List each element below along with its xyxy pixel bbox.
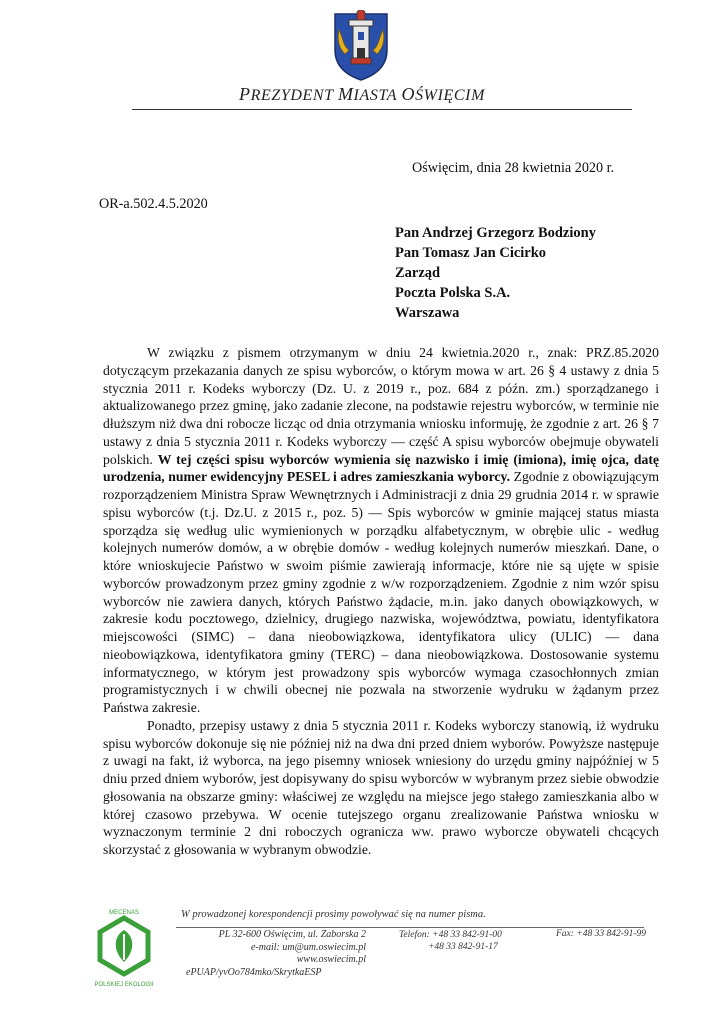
footer-phones <box>399 929 502 953</box>
addressee-block <box>395 223 596 323</box>
svg-text:MECENAS: MECENAS <box>109 910 139 916</box>
reference-number: OR-a.502.4.5.2020 <box>99 196 208 212</box>
footer-address-block <box>186 929 366 979</box>
letterhead-title: PREZYDENT MIASTA OŚWIĘCIM <box>238 84 486 104</box>
addressee-line: Zarząd <box>395 265 441 281</box>
date-line: Oświęcim, dnia 28 kwietnia 2020 r. <box>412 160 615 176</box>
body-paragraph-1: W związku z pismem otrzymanym w dniu 24 kwietnia.2020 r., znak: PRZ.85.2020 dotyczącym przekazania danych ze spisu wyborców, o którym mowa w art. 26 § 4 ustawy z dnia 5 stycznia 2011 r. Kodeks wyborczy (Dz. U. z 2019 r., poz. 684 z późn. zm.) sporządzanego i aktualizowanego przez gminę, jako zadanie zlecone, na podstawie rejestru wyborców, w terminie nie dłuższym niż dwa dni robocze licząc od dnia otrzymania wniosku informuję, że zgodnie z art. 26 § 7 ustawy z dnia 5 stycznia 2011 r. Kodeks wyborczy — część A spisu wyborców obejmuje obywateli polskich. W tej części spisu wyborców wymienia się nazwisko i imię (imiona), imię ojca, datę urodzenia, numer ewidencyjny PESEL i adres zamieszkania wyborcy. Zgodnie z obowiązującym rozporządzeniem Ministra Spraw Wewnętrznych i Administracji z dnia 29 grudnia 2014 r. w sprawie spisu wyborców (t.j. Dz.U. z 2015 r., poz. 5) — Spis wyborców w gminie mającej status miasta sporządza się według ulic wymienionych w porządku alfabetycznym, w obrębie ulic - według kolejnych numerów domów, a w obrębie domów - według kolejnych numerów mieszkań. Dane, o które wnioskujecie Państwo w swoim piśmie zawierają informacje, które nie są ujęte w spisie wyborców prowadzonym przez gminy zgodnie z w/w rozporządzeniem. Zgodnie z nim wzór spisu wyborców nie zawiera danych, których Państwo żądacie, m.in. jako danych obowiązkowych, w zakresie kodu pocztowego, dzielnicy, drugiego nazwiska, województwa, powiatu, identyfikatora miejscowości (SIMC) – dana nieobowiązkowa, identyfikatora ulicy (ULIC) — dana nieobowiązkowa, identyfikatora gminy (TERC) – dana nieobowiązkowa. Dostosowanie systemu informatycznego, w którym jest prowadzony spis wyborców wymaga czasochłonnych zmian programistycznych i w chwili obecnej nie pozwala na stworzenie wydruku w żądanym przez Państwa zakresie. <box>103 345 659 715</box>
postal-address: PL 32-600 Oświęcim, ul. Zaborska 2 <box>218 929 366 940</box>
addressee-line: Poczta Polska S.A. <box>395 285 511 301</box>
phone-2: +48 33 842-91-17 <box>428 942 498 952</box>
email-address: e-mail: um@um.oswiecim.pl <box>250 941 366 953</box>
eco-patron-logo <box>86 906 162 990</box>
footer-fax: Fax: +48 33 842-91-99 <box>556 929 647 939</box>
bold-emphasis: W tej części spisu wyborców wymienia się nazwisko i imię (imiona), imię ojca, datę urodzenia, numer ewidencyjny PESEL i adres zamieszkania wyborcy. <box>103 451 659 485</box>
addressee-line: Pan Andrzej Grzegorz Bodziony <box>395 225 596 241</box>
svg-text:POLSKIEJ EKOLOGII: POLSKIEJ EKOLOGII <box>94 982 154 988</box>
addressee-line: Warszawa <box>395 305 460 321</box>
website: www.oswiecim.pl <box>296 954 366 965</box>
footer-reference-note: W prowadzonej korespondencji prosimy powoływać się na numer pisma. <box>181 909 486 920</box>
body-paragraph-2: Ponadto, przepisy ustawy z dnia 5 stycznia 2011 r. Kodeks wyborczy stanowią, iż wydruku spisu wyborców dokonuje się nie później niż na dwa dni przed dniem wyborów. Powyższe następuje z uwagi na fakt, iż wyborca, na jego pisemny wniosek wniesiony do urzędu gminy najpóźniej w 5 dniu przed dniem wyborów, jest dopisywany do spisu wyborców w wybranym przez siebie obwodzie głosowania na obszarze gminy: właściwej ze względu na miejsce jego stałego zamieszkania albo w której czasowo przebywa. W ocenie tutejszego organu zrealizowanie Państwa wniosku w wyznaczonym terminie 2 dni roboczych ogranicza ww. prawo wyborcze obywateli chcących skorzystać z głosowania w wybranym obwodzie. <box>103 717 659 857</box>
header-rule <box>132 109 632 110</box>
addressee-line: Pan Tomasz Jan Cicirko <box>395 245 547 261</box>
letter-body <box>103 344 659 859</box>
epuap-address: ePUAP/yvOo784mko/SkrytkaESP <box>186 966 322 978</box>
phone-1: Telefon: +48 33 842-91-00 <box>399 930 502 940</box>
city-coat-of-arms <box>331 10 391 82</box>
footer-rule <box>176 927 644 928</box>
